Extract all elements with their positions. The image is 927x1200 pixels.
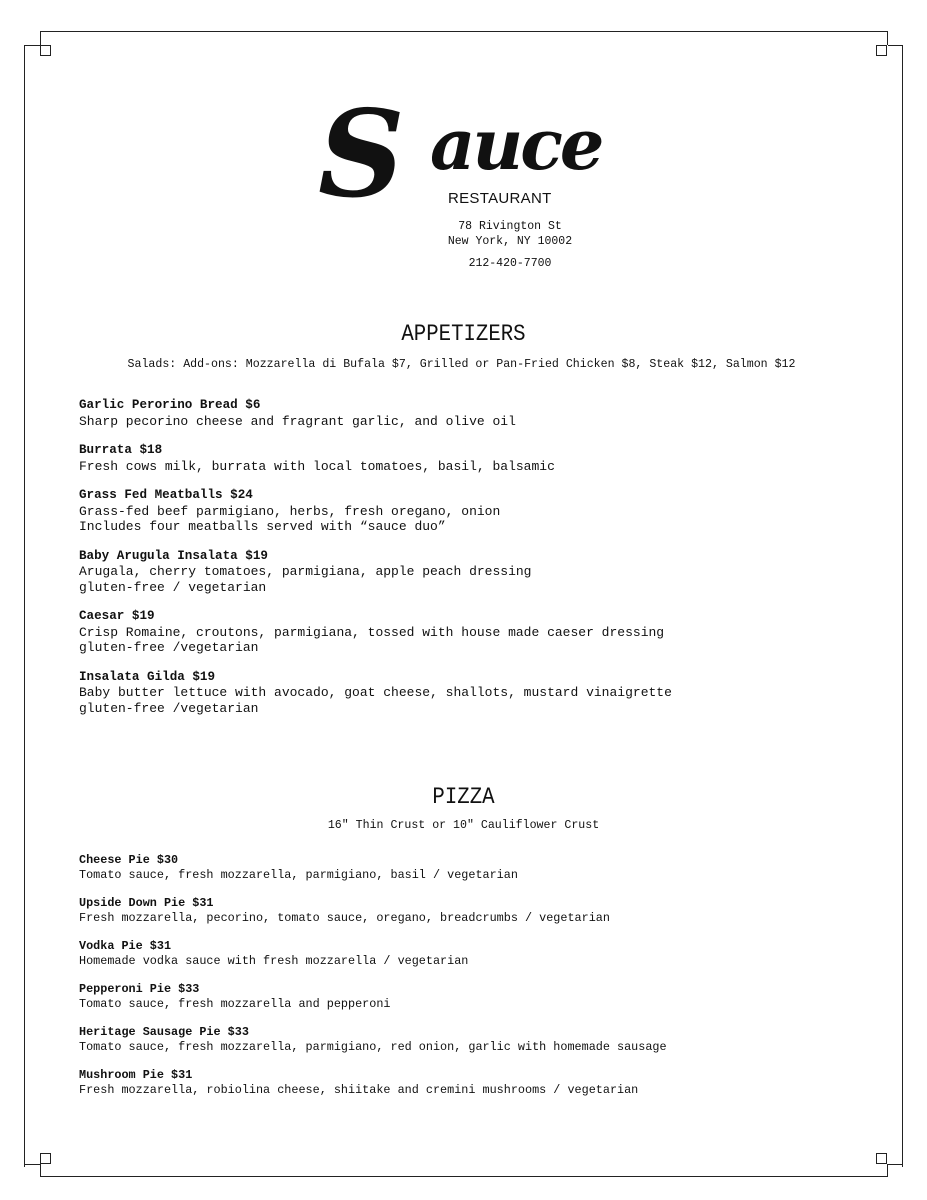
menu-item-description: Baby butter lettuce with avocado, goat cheese, shallots, mustard vinaigrette	[79, 685, 672, 700]
phone-number: 212-420-7700	[468, 257, 552, 270]
menu-item-name: Burrata $18	[79, 443, 163, 457]
menu-item-description: Crisp Romaine, croutons, parmigiana, tossed with house made caeser dressing	[79, 624, 665, 640]
frame-left	[24, 45, 25, 1167]
frame-right-top-stub	[888, 45, 903, 46]
menu-item	[79, 896, 667, 925]
menu-item-description: Grass-fed beef parmigiano, herbs, fresh oregano, onion	[79, 503, 501, 519]
menu-item	[79, 939, 667, 968]
menu-item-description: Tomato sauce, fresh mozzarella, parmigiano, red onion, garlic with homemade sausage	[79, 1039, 667, 1054]
frame-right	[902, 45, 903, 1167]
menu-item-description: gluten-free /vegetarian	[79, 700, 259, 716]
corner-square-bottom-right	[876, 1153, 887, 1164]
menu-item	[79, 398, 672, 429]
menu-item-description: Sharp pecorino cheese and fragrant garlic, and olive oil	[79, 413, 516, 429]
menu-item	[79, 853, 667, 882]
address-line-1: 78 Rivington St	[458, 220, 562, 233]
menu-item-description: Tomato sauce, fresh mozzarella and pepperoni	[79, 996, 391, 1011]
pizza-subtitle: 16" Thin Crust or 10" Cauliflower Crust	[327, 819, 600, 832]
appetizers-list	[79, 398, 672, 730]
corner-square-top-right	[876, 45, 887, 56]
menu-item-name: Caesar $19	[79, 609, 155, 623]
appetizers-title: APPETIZERS	[401, 321, 526, 347]
menu-item-name: Pepperoni Pie $33	[79, 982, 200, 996]
menu-item-description: Fresh cows milk, burrata with local tomatoes, basil, balsamic	[79, 458, 555, 474]
menu-item-description: Fresh mozzarella, robiolina cheese, shiitake and cremini mushrooms / vegetarian	[79, 1082, 639, 1097]
frame-left-bottom-stub	[24, 1164, 40, 1165]
address	[445, 219, 575, 249]
pizza-list	[79, 853, 667, 1111]
address-line-2: New York, NY 10002	[447, 235, 573, 248]
corner-square-top-left	[40, 45, 51, 56]
menu-item-name: Vodka Pie $31	[79, 939, 172, 953]
menu-item-name: Cheese Pie $30	[79, 853, 179, 867]
menu-item-name: Grass Fed Meatballs $24	[79, 488, 253, 502]
frame-top-left-stub	[40, 31, 41, 45]
menu-item	[79, 443, 672, 474]
logo-subtitle: RESTAURANT	[448, 190, 552, 207]
menu-item	[79, 1025, 667, 1054]
logo-s-glyph: S	[318, 84, 405, 225]
menu-item-description: Arugala, cherry tomatoes, parmigiana, apple peach dressing	[79, 564, 532, 579]
menu-item-description: Fresh mozzarella, pecorino, tomato sauce, oregano, breadcrumbs / vegetarian	[79, 910, 610, 925]
pizza-title: PIZZA	[432, 784, 495, 810]
appetizers-subtitle: Salads: Add-ons: Mozzarella di Bufala $7, Grilled or Pan-Fried Chicken $8, Steak $12, Salmon $12	[127, 358, 796, 371]
menu-item-name: Baby Arugula Insalata $19	[79, 548, 268, 563]
menu-item-name: Upside Down Pie $31	[79, 896, 214, 910]
menu-item	[79, 1068, 667, 1097]
menu-item-description: Homemade vodka sauce with fresh mozzarella / vegetarian	[79, 953, 469, 968]
corner-square-bottom-left	[40, 1153, 51, 1164]
logo-wordmark: auce	[430, 103, 602, 186]
frame-top	[40, 31, 888, 32]
menu-item-description: gluten-free /vegetarian	[79, 640, 259, 655]
menu-item	[79, 488, 672, 535]
menu-item	[79, 670, 672, 717]
frame-top-right-stub	[887, 31, 888, 45]
menu-item-name: Garlic Perorino Bread $6	[79, 398, 261, 412]
menu-item-description: gluten-free / vegetarian	[79, 579, 267, 595]
menu-item-name: Mushroom Pie $31	[79, 1068, 193, 1082]
frame-right-bottom-stub	[888, 1164, 903, 1165]
frame-bottom	[40, 1176, 888, 1177]
menu-item-description: Tomato sauce, fresh mozzarella, parmigiano, basil / vegetarian	[79, 867, 518, 882]
menu-item-name: Insalata Gilda $19	[79, 669, 216, 684]
frame-left-top-stub	[24, 45, 40, 46]
menu-item	[79, 549, 672, 596]
menu-item	[79, 609, 672, 656]
frame-bottom-right-stub	[887, 1164, 888, 1177]
menu-item-name: Heritage Sausage Pie $33	[79, 1025, 249, 1039]
menu-item-description: Includes four meatballs served with “sauce duo”	[79, 519, 446, 534]
frame-bottom-left-stub	[40, 1164, 41, 1177]
menu-item	[79, 982, 667, 1011]
